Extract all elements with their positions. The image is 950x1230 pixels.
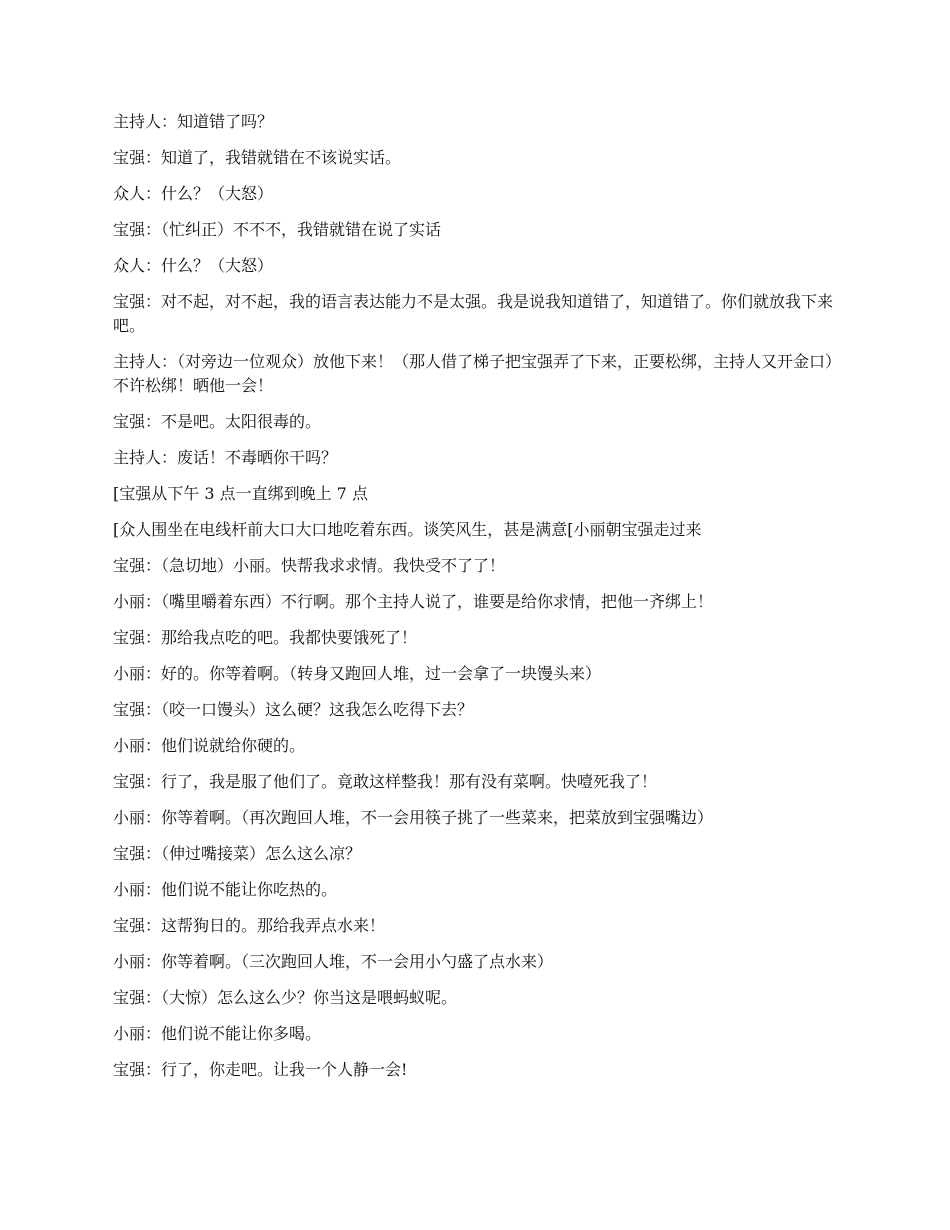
script-text bbox=[113, 110, 843, 1094]
script-line: 宝强：（咬一口馒头）这么硬？这我怎么吃得下去？ bbox=[113, 700, 474, 719]
stage-direction: [宝强从下午 3 点一直绑到晚上 7 点 bbox=[113, 484, 368, 503]
script-line: 宝强：知道了，我错就错在不该说实话。 bbox=[113, 148, 402, 167]
script-line: 主持人：（对旁边一位观众）放他下来！（那人借了梯子把宝强弄了下来，正要松绑，主持人又开金口）不许松绑！晒他一会！ bbox=[113, 352, 842, 395]
stage-direction: [众人围坐在电线杆前大口大口地吃着东西。谈笑风生，甚是满意[小丽朝宝强走过来 bbox=[113, 520, 702, 539]
script-line: 宝强：这帮狗日的。那给我弄点水来！ bbox=[113, 916, 386, 935]
script-line: 宝强：（急切地）小丽。快帮我求求情。我快受不了了！ bbox=[113, 556, 506, 575]
script-line: 宝强：对不起，对不起，我的语言表达能力不是太强。我是说我知道错了，知道错了。你们就放我下来吧。 bbox=[113, 292, 834, 335]
script-line: 宝强：（大惊）怎么这么少？你当这是喂蚂蚁呢。 bbox=[113, 988, 458, 1007]
script-line: 宝强：（伸过嘴接菜）怎么这么凉？ bbox=[113, 844, 362, 863]
script-line: 小丽：（嘴里嚼着东西）不行啊。那个主持人说了，谁要是给你求情，把他一齐绑上！ bbox=[113, 592, 714, 611]
script-line: 宝强：行了，你走吧。让我一个人静一会! bbox=[113, 1060, 408, 1079]
script-line: 主持人：废话！不毒晒你干吗？ bbox=[113, 448, 338, 467]
script-line: 小丽：你等着啊。（再次跑回人堆，不一会用筷子挑了一些菜来，把菜放到宝强嘴边） bbox=[113, 808, 714, 827]
script-line: 宝强：那给我点吃的吧。我都快要饿死了！ bbox=[113, 628, 418, 647]
script-line: 小丽：他们说就给你硬的。 bbox=[113, 736, 306, 755]
script-line: 众人：什么？（大怒） bbox=[113, 184, 274, 203]
script-line: 小丽：你等着啊。（三次跑回人堆，不一会用小勺盛了点水来） bbox=[113, 952, 554, 971]
script-line: 宝强：不是吧。太阳很毒的。 bbox=[113, 412, 322, 431]
script-line: 主持人：知道错了吗？ bbox=[113, 112, 274, 131]
script-line: 宝强：行了，我是服了他们了。竟敢这样整我！那有没有菜啊。快噎死我了！ bbox=[113, 772, 658, 791]
script-line: 小丽：好的。你等着啊。（转身又跑回人堆，过一会拿了一块馒头来） bbox=[113, 664, 602, 683]
script-line: 小丽：他们说不能让你吃热的。 bbox=[113, 880, 338, 899]
script-line: 宝强：（忙纠正）不不不，我错就错在说了实话 bbox=[113, 220, 442, 239]
script-line: 众人：什么？（大怒） bbox=[113, 256, 274, 275]
script-line: 小丽：他们说不能让你多喝。 bbox=[113, 1024, 322, 1043]
